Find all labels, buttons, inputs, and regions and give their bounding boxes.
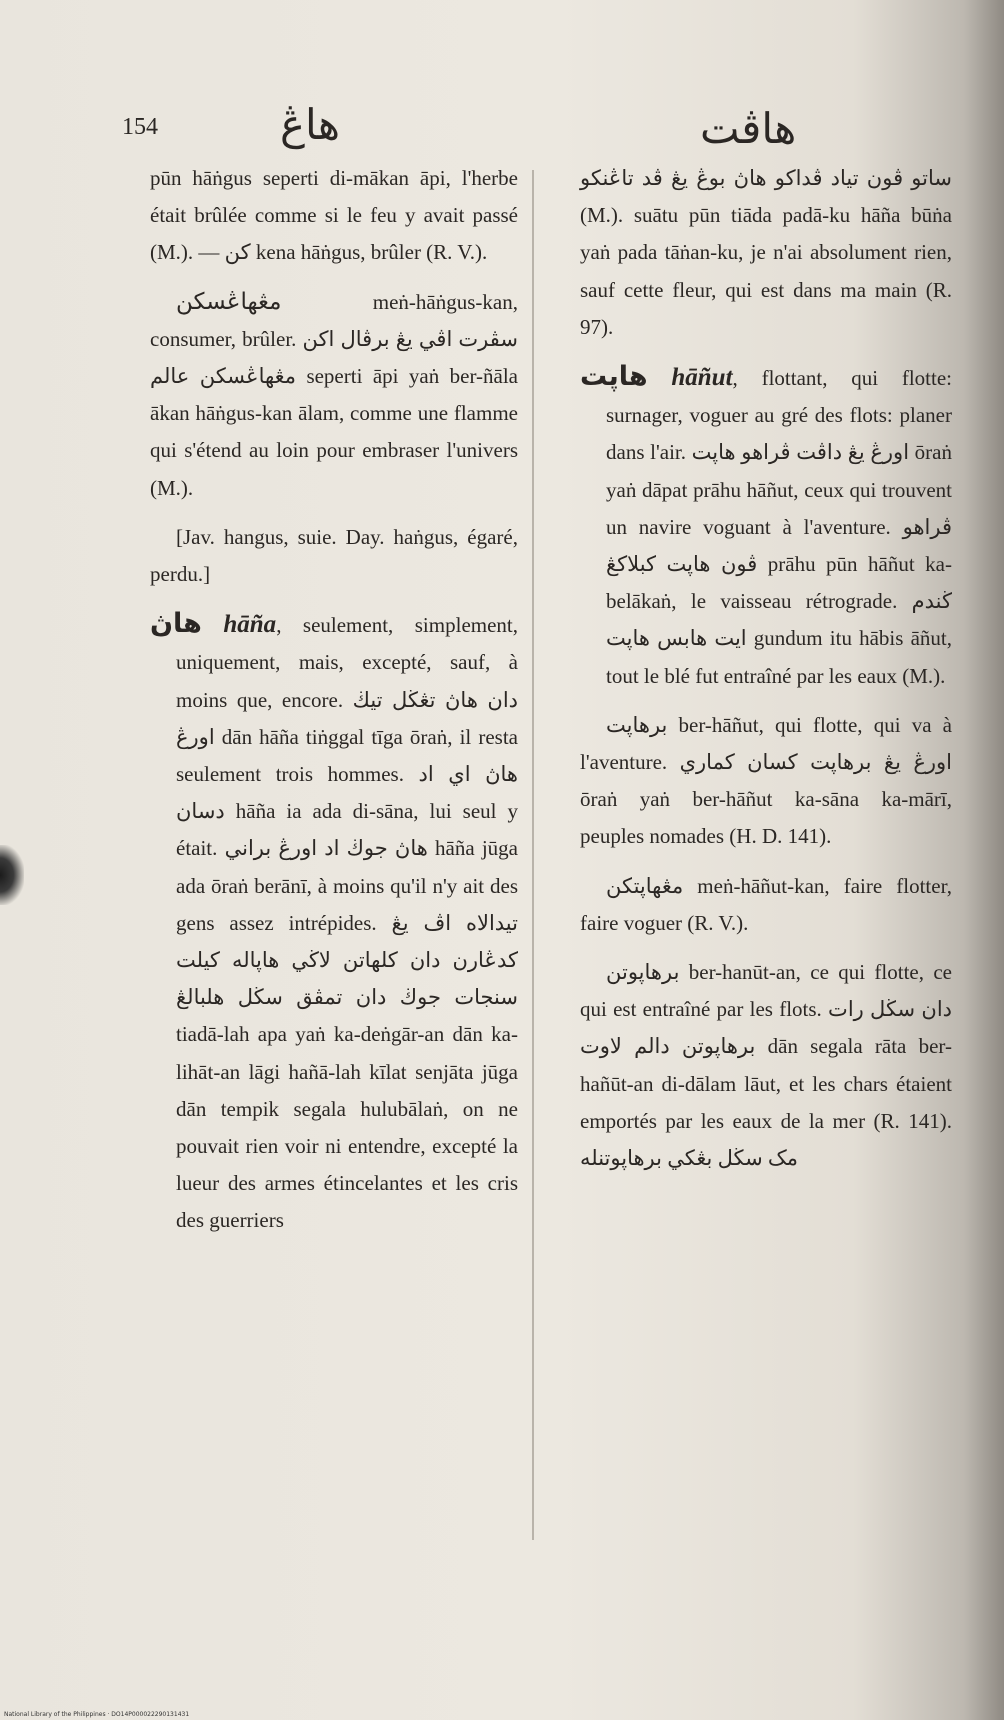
left-column: [150, 160, 518, 1252]
subentry-menghanutkan: مڠهاڽتکن meṅ-hāñut-kan, faire flotter, faire voguer (R. V.).: [580, 873, 952, 935]
subentry-text: meṅ-hāṅgus-kan, consumer, brûler. سڤرت اڤي يڠ برڤال اکن مڠهاڠسکن عالم seperti āpi yaṅ ber-ñāla ākan hāṅgus-kan ālam, comme une flamme qui s'étend au loin pour embraser l'univers (M.).: [150, 289, 518, 500]
headword-arabic: هاڽت: [580, 361, 648, 393]
subentry-arabic: مڠهاڠسکن: [176, 288, 282, 315]
entry-definition: , flottant, qui flotte: surnager, voguer au gré des flots: planer dans l'air. اورڠ يڠ داڤت ڤراهو هاڽت ōraṅ yaṅ dāpat prāhu hāñut, ceux qui trouvent un navire voguant à l'aventure. ڤراهو ڤون هاڽت کبلاکڠ prāhu pūn hāñut ka-belākaṅ, le vaisseau rétrograde. ڬندم ايت هابس هاڽت gundum itu hābis āñut, tout le blé fut entraîné par les eaux (M.).: [606, 366, 953, 688]
headword-arabic: هاڽ: [150, 608, 202, 640]
headword: hāñut: [671, 364, 733, 392]
headword: hāña: [223, 611, 277, 639]
running-header: [0, 100, 1004, 160]
entry-hana: [150, 605, 518, 1239]
subentry-menghanguskan: [150, 284, 518, 507]
left-guide-word: هاڠ: [280, 103, 341, 149]
entry-hanut: [580, 358, 952, 695]
entry-continuation: ساتو ڤون تياد ڤداکو هاڽ بوڠ يڠ ڤد تاڠنکو (M.). suātu pūn tiāda padā-ku hāña būṅa yaṅ pada tāṅan-ku, je n'ai absolument rien, sauf cette fleur, qui est dans ma main (R. 97).: [580, 166, 952, 339]
subentry-berhanut: برهاڽت ber-hāñut, qui flotte, qui va à l'aventure. اورڠ يڠ برهاڽت کسان کماري ōraṅ yaṅ ber-hāñut ka-sāna ka-mārī, peuples nomades (H. D. 141).: [580, 712, 952, 849]
subentry-berhanutan: برهاڽوتن ber-hanūt-an, ce qui flotte, ce qui est entraîné par les flots. دان سڬل رات برهاڽوتن دالم لاوت dān segala rāta ber-hañūt-an di-dālam lāut, et les chars étaient emportés par les eaux de la mer (R. 141). مک سڬل بڠکي برهاڽوتنله: [580, 960, 953, 1171]
scan-footer: National Library of the Philippines · DO14P000022290131431: [4, 1711, 190, 1718]
entry-continuation: pūn hāṅgus seperti di-mākan āpi, l'herbe était brûlée comme si le feu y avait passé (M.). — کن kena hāṅgus, brûler (R. V.).: [150, 166, 518, 265]
entry-definition: , seulement, simplement, uniquement, mais, excepté, sauf, à moins que, encore. دان هاڽ تڠڬل تيڬ اورڠ dān hāña tiṅggal tīga ōraṅ, il resta seulement trois hommes. هاڽ اي اد دسان hāña ia ada di-sāna, lui seul y était. هاڽ جوڬ اد اورڠ براني hāña jūga ada ōraṅ berānī, à moins qu'il n'y ait des gens assez intrépides. تيدالاه اڤ يڠ کدڠارن دان کلهاتن لاڬي هاڽاله کيلت سنجات جوڬ دان تمڤق سڬل هلبالڠ tiadā-lah apa yaṅ ka-deṅgār-an dān ka-lihāt-an lāgi hañā-lah kīlat senjāta jūga dān tempik segala hulubālaṅ, on ne pouvait rien voir ni entendre, excepté la lueur des armes étincelantes et les cris des guerriers: [176, 613, 519, 1233]
right-column: [580, 160, 952, 1189]
page-number: 154: [122, 114, 158, 140]
etymology-note: [Jav. hangus, suie. Day. haṅgus, égaré, perdu.]: [150, 524, 518, 587]
right-guide-word: هاڤت: [700, 107, 797, 153]
scan-margin-shadow: [0, 845, 24, 905]
column-divider: [532, 170, 534, 1540]
